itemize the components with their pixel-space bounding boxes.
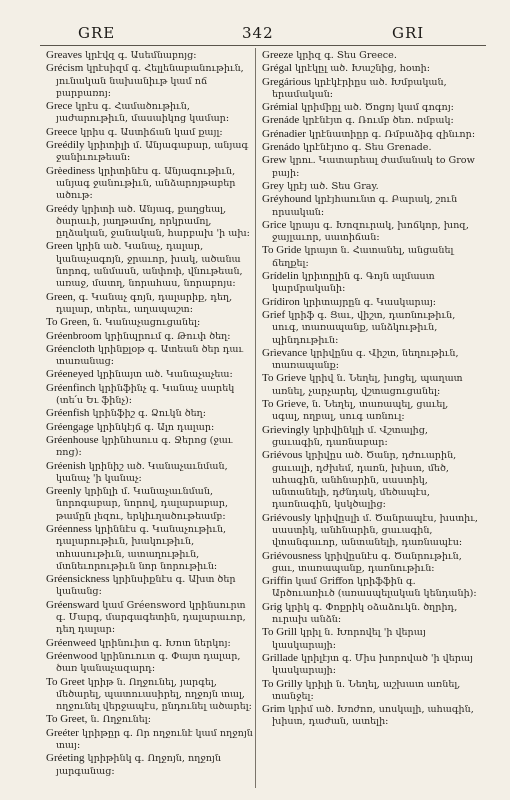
dictionary-entry bbox=[262, 180, 478, 193]
dictionary-entry bbox=[46, 100, 256, 126]
dictionary-entry bbox=[46, 752, 256, 778]
entry-headword: Greédily bbox=[46, 139, 85, 152]
entry-definition: կրայս գ. Խոզուրակ, խոճկոր, խոզ, ջայլաւոր, սատիճան։ bbox=[272, 219, 469, 244]
entry-definition: կրիվըս ած. Ծանր, դժուարին, ցաւալի, դժխեմ, դառն, խիստ, մեծ, ահագին, անհնարին, սաստիկ, անտանելի, դժնդակ, մեծապէս, դառնագին, կսկծալից։ bbox=[272, 450, 457, 511]
dictionary-entry bbox=[46, 126, 256, 139]
dictionary-entry bbox=[46, 650, 256, 676]
entry-definition: կրէսիզմ գ. Հելլենաբանութիւն, յունական նախանիւթ կամ ոճ բարբառոյ։ bbox=[56, 63, 244, 99]
entry-headword: To Grilly bbox=[262, 677, 303, 690]
entry-definition: կրէնէյտ գ. Ռումբ ծեռ. ռմբակ։ bbox=[302, 115, 454, 127]
dictionary-entry bbox=[262, 154, 478, 180]
entry-definition: կրիկ գ. Փոքրիկ օձաձուկն. ծղրիդ, ուրախ անձն։ bbox=[272, 601, 458, 626]
dictionary-entry bbox=[262, 398, 478, 424]
entry-headword: Greeze bbox=[262, 49, 294, 61]
dictionary-entry bbox=[46, 434, 256, 460]
dictionary-entry bbox=[262, 62, 478, 75]
entry-headword: Grillade bbox=[262, 651, 299, 664]
entry-definition: կրէս գ. Համածութիւն, յաժարութիւն, մասաիկոց կամար։ bbox=[56, 101, 230, 125]
dictionary-entry bbox=[262, 193, 478, 219]
dictionary-entry bbox=[46, 343, 256, 369]
entry-headword: To Greet, bbox=[46, 713, 88, 726]
entry-definition: կրէնատիըր գ. Ռմբաձիգ զինւոր։ bbox=[309, 128, 476, 140]
entry-headword: Gréenwood bbox=[46, 649, 98, 662]
entry-headword: Gréensward bbox=[46, 598, 100, 611]
dictionary-entry bbox=[262, 49, 478, 62]
entry-definition: կրիտայրըն գ. Կասկարայ։ bbox=[302, 296, 437, 308]
entry-definition: կրինայտ ած. Կանաչաչեա։ bbox=[96, 369, 233, 381]
dictionary-entry bbox=[262, 141, 478, 154]
entry-headword: Grey bbox=[262, 179, 284, 192]
dictionary-entry bbox=[46, 240, 256, 290]
entry-headword: Grig bbox=[262, 600, 283, 613]
entry-headword: Gréenweed bbox=[46, 636, 97, 649]
right-column bbox=[262, 49, 478, 729]
entry-headword: Grew bbox=[262, 154, 287, 167]
entry-definition: կրինուիտ գ. Խոտ ներկոյ։ bbox=[99, 637, 231, 649]
entry-headword: Gréeting bbox=[46, 752, 85, 765]
dictionary-entry bbox=[46, 485, 256, 523]
left-column bbox=[46, 49, 256, 778]
dictionary-entry bbox=[46, 291, 256, 317]
entry-definition: կրիլ ն. Խորովել 'ի վերայ կասկարայի։ bbox=[272, 627, 426, 651]
entry-headword: Gréenness bbox=[46, 522, 92, 535]
entry-headword: Gréensickness bbox=[46, 573, 110, 586]
dictionary-entry bbox=[262, 575, 478, 601]
dictionary-entry bbox=[262, 550, 478, 576]
entry-definition: կրէյ ած. Տես Gray. bbox=[287, 180, 379, 192]
entry-headword: To Grieve bbox=[262, 372, 307, 385]
dictionary-entry bbox=[262, 678, 478, 704]
entry-headword: Grim bbox=[262, 703, 286, 716]
entry-headword: Grice bbox=[262, 218, 287, 231]
entry-headword: Grémial bbox=[262, 101, 299, 114]
dictionary-entry bbox=[46, 676, 256, 714]
entry-headword: Grécism bbox=[46, 62, 84, 75]
entry-definition: կրինպրում գ. Թուփ ծեղ։ bbox=[104, 330, 231, 342]
entry-headword: Grídelin bbox=[262, 270, 299, 283]
entry-definition: կրինհաուս գ. Ջերոց (ջաւ ռոց)։ bbox=[56, 434, 233, 459]
entry-definition: կրիտիլի մ. Անյագաբար, անյագ ջանիւութեան։ bbox=[56, 140, 249, 164]
entry-headword: To Green, bbox=[46, 316, 90, 329]
entry-definition: կրէվզ գ. Ասեմնաբոյց։ bbox=[85, 50, 197, 61]
dictionary-entry bbox=[46, 727, 256, 753]
entry-headword: Gréengage bbox=[46, 420, 94, 433]
dictionary-entry bbox=[46, 460, 256, 486]
header-rule bbox=[40, 45, 486, 46]
dictionary-entry bbox=[46, 62, 256, 100]
entry-definition: կրիմիըլ ած. Ծոցոյ կամ գոգոյ։ bbox=[301, 102, 454, 114]
entry-headword: Gréeneyed bbox=[46, 368, 94, 381]
dictionary-entry bbox=[46, 573, 256, 599]
entry-headword: Grégal bbox=[262, 62, 292, 75]
entry-definition: կրէկըլ ած. Խաշնից, հօտի։ bbox=[295, 63, 431, 75]
entry-headword: To Gride bbox=[262, 244, 302, 257]
entry-headword: Green, bbox=[46, 290, 76, 303]
entry-headword: Gregárious bbox=[262, 75, 311, 88]
entry-definition: կրիտի ած. Անյագ, քաղցեալ, ծարաւի, յաղթամոլ, որկրամոլ, ըղձական, ջանական, հարբախ 'ի ախ։ bbox=[56, 203, 250, 240]
entry-definition: կրիվընս գ. Վիշտ, նեղութիւն, տառապանք։ bbox=[272, 347, 459, 372]
dictionary-entry bbox=[262, 219, 478, 245]
entry-definition: կրինֆինչ գ. Կանաչ սարեկ (տե՛ս Եւ ֆինչ)։ bbox=[56, 382, 235, 407]
entry-definition: կրիվըսլի մ. Ծանրապէս, խստիւ, սաստիկ, անհնարին, ցաւագին, վտանգաւոր, անտանելի, դառնապէս։ bbox=[272, 512, 478, 549]
dictionary-entry bbox=[262, 652, 478, 678]
entry-definition: կրինքլօթ գ. Ատեան ծեր դաւ տառանաց։ bbox=[56, 343, 244, 368]
entry-headword: Griévous bbox=[262, 449, 303, 462]
entry-headword: Grenáde bbox=[262, 114, 300, 127]
dictionary-entry bbox=[46, 139, 256, 165]
entry-definition: կրիմ ած. Խոժոռ, սոսկալի, ահագին, խիստ, դաժան, ատելի։ bbox=[272, 704, 474, 728]
entry-headword: Gréenfish bbox=[46, 407, 90, 420]
entry-definition: կրիթինկ գ. Ողջոյն, ողջոյն յարգանաց։ bbox=[56, 753, 221, 777]
dictionary-entry bbox=[46, 637, 256, 650]
entry-definition: կրիֆ գ. Ցաւ, վիշտ, դառնութիւն, սուգ, տառապանք, անձկութիւն, պինդութիւն։ bbox=[272, 309, 456, 346]
entry-headword: Greéter bbox=[46, 726, 79, 739]
entry-definition: կրինֆիշ գ. Ձուկն ծեղ։ bbox=[92, 408, 207, 420]
dictionary-entry bbox=[262, 626, 478, 652]
entry-definition: կրիտըլին գ. Գոյն ալմաստ կարմրականի։ bbox=[272, 271, 435, 295]
entry-definition: կամ Griffon կրիֆֆին գ. Արծուառիւծ (առասպելական կենդանի)։ bbox=[272, 576, 477, 600]
dictionary-entry bbox=[262, 512, 478, 550]
dictionary-entry bbox=[46, 165, 256, 203]
entry-definition: ն. Ողջունել։ bbox=[90, 714, 151, 726]
entry-headword: Greece bbox=[46, 125, 78, 138]
entry-definition: կրէկէրիըս ած. Խմբական, երամական։ bbox=[272, 76, 447, 100]
dictionary-entry bbox=[46, 523, 256, 573]
dictionary-entry bbox=[262, 296, 478, 309]
entry-definition: ն. Կանաչացուցանել։ bbox=[92, 317, 201, 329]
entry-definition: կրիթըր գ. Որ ողջունէ կամ ողջոյն տայ։ bbox=[56, 727, 253, 752]
entry-definition: կրիլէյտ գ. Միս խորոված 'ի վերայ կասկարայի։ bbox=[272, 652, 473, 677]
entry-definition: ն. Նեղել, տառապել, ցաւել, սգալ, ողբալ, սուգ առնուլ։ bbox=[272, 399, 449, 423]
entry-definition: կրիս գ. Աստիճան կամ քայլ։ bbox=[80, 126, 223, 138]
entry-definition: կրիտինէս գ. Անյագութիւն, անյագ ջանութիւն, անձարոյթաբեր ածութ։ bbox=[56, 165, 236, 202]
entry-headword: Greédy bbox=[46, 202, 79, 215]
entry-headword: Grìevance bbox=[262, 346, 308, 359]
dictionary-entry bbox=[262, 449, 478, 511]
entry-definition: կրիննէս գ. Կանաչութիւն, դալարութիւն, խակութիւն, տհասութիւն, ատաղութիւն, մտնեւորութիւն նոր նորութիւն։ bbox=[56, 523, 227, 572]
entry-headword: Grídiron bbox=[262, 295, 300, 308]
entry-headword: Grénadier bbox=[262, 127, 306, 140]
entry-headword: Gréenish bbox=[46, 459, 86, 472]
entry-definition: կրիթ ն. Ողջունել, յարգել, մեծարել, պատուասիրել, ողջոյն տալ, ողջունել վերջապէս, ընդունել ածարել։ bbox=[56, 676, 252, 713]
entry-definition: կրայտ ն. Հատանել, անցանել ճեղքել։ bbox=[272, 245, 454, 269]
entry-headword: Griévously bbox=[262, 511, 311, 524]
dictionary-entry bbox=[262, 372, 478, 398]
dictionary-entry bbox=[262, 244, 478, 270]
dictionary-entry bbox=[262, 703, 478, 729]
dictionary-entry bbox=[262, 101, 478, 114]
entry-headword: Griffin bbox=[262, 575, 293, 588]
entry-headword: Griévousness bbox=[262, 549, 322, 562]
entry-headword: Green bbox=[46, 240, 73, 253]
dictionary-entry bbox=[46, 203, 256, 241]
dictionary-entry bbox=[46, 407, 256, 420]
entry-definition: գ. Կանաչ գոյն, դալարիք, դեղ, դալար, տերեւ, աղապաշտ։ bbox=[56, 291, 233, 315]
entry-definition: կրու. Կատարեալ ժամանակ to Grow բայի։ bbox=[272, 155, 475, 179]
dictionary-entry bbox=[262, 347, 478, 373]
entry-headword: To Grieve, bbox=[262, 398, 309, 411]
dictionary-entry bbox=[262, 128, 478, 141]
running-header bbox=[0, 24, 510, 44]
dictionary-entry bbox=[262, 424, 478, 450]
dictionary-entry bbox=[46, 713, 256, 726]
entry-definition: կամ Gréensword կրինսուրտ գ. Մարգ, մարգագետին, դալարաւոր, դեղ դալար։ bbox=[56, 599, 246, 636]
dictionary-entry bbox=[46, 49, 256, 62]
entry-definition: կրինսիքնէս գ. Ախտ ծեր կանանց։ bbox=[56, 574, 236, 598]
entry-headword: To Greet bbox=[46, 675, 85, 688]
entry-headword: Grèediness bbox=[46, 164, 95, 177]
entry-definition: կրիվինկլի մ. Վշտալից, ցաւագին, դառնաբար։ bbox=[272, 424, 428, 448]
page-number: 342 bbox=[242, 24, 274, 42]
entry-definition: կրինկէյճ գ. Ալո դալար։ bbox=[96, 421, 215, 433]
entry-definition: կրիվ ն. Նեղել, խոցել, պաղատ առնել, չարչարել, վշտացուցանել։ bbox=[272, 373, 463, 397]
entry-definition: կրիլի ն. Նեղել, աշխատ առնել, տանջել։ bbox=[272, 678, 461, 702]
entry-definition: կրիզ գ. Տես Greece. bbox=[296, 50, 397, 61]
dictionary-entry bbox=[46, 316, 256, 329]
entry-definition: կրէնէյտօ գ. Տես Grenade. bbox=[302, 142, 432, 154]
entry-headword: Grece bbox=[46, 100, 73, 113]
entry-headword: Greaves bbox=[46, 49, 83, 61]
dictionary-entry bbox=[262, 114, 478, 127]
dictionary-entry bbox=[262, 309, 478, 347]
entry-definition: կրին ած. Կանաչ, դալար, կանաչագոյն, ջրաւոր, խակ, ածանա նորոգ, անմասն, անփոփ, վնութեան, առաջ, մատղ, նորահաս, նորաբոյս։ bbox=[56, 241, 243, 290]
dictionary-entry bbox=[262, 601, 478, 627]
dictionary-entry bbox=[262, 270, 478, 296]
dictionary-entry bbox=[46, 330, 256, 343]
entry-definition: կրինիշ ած. Կանաչաւնման, կանաչ 'ի կանաչ։ bbox=[56, 460, 228, 484]
dictionary-entry bbox=[262, 76, 478, 102]
entry-headword: To Grill bbox=[262, 626, 297, 639]
left-guide-word: GRE bbox=[78, 24, 116, 42]
right-guide-word: GRI bbox=[392, 24, 425, 42]
entry-definition: կրէյհաունտ գ. Բարակ, շուն որսական։ bbox=[272, 194, 458, 218]
entry-headword: Grenádo bbox=[262, 141, 300, 154]
dictionary-entry bbox=[46, 368, 256, 381]
entry-headword: Gréencloth bbox=[46, 342, 95, 355]
entry-headword: Gréenhouse bbox=[46, 433, 99, 446]
entry-definition: կրինլի մ. Կանաչաւնման, նորոգաբար, նորով, դալարաբար, թամըն լեզու, երկիւղածութեամբ։ bbox=[56, 486, 229, 522]
entry-headword: Grìevingly bbox=[262, 423, 310, 436]
entry-definition: կրինուուտ գ. Փայտ դալար, ծառ կանաչազարդ։ bbox=[56, 650, 241, 675]
entry-headword: Gréenbroom bbox=[46, 329, 102, 342]
dictionary-entry bbox=[46, 421, 256, 434]
dictionary-entry bbox=[46, 599, 256, 637]
entry-definition: կրիվըսնէս գ. Ծանրութիւն, ցաւ, տառապանք, դառնութիւն։ bbox=[272, 550, 462, 574]
dictionary-entry bbox=[46, 382, 256, 408]
entry-headword: Grief bbox=[262, 308, 286, 321]
entry-headword: Greenly bbox=[46, 485, 82, 498]
entry-headword: Gréenfinch bbox=[46, 381, 96, 394]
entry-headword: Gréyhound bbox=[262, 193, 312, 206]
column-divider bbox=[255, 48, 256, 788]
